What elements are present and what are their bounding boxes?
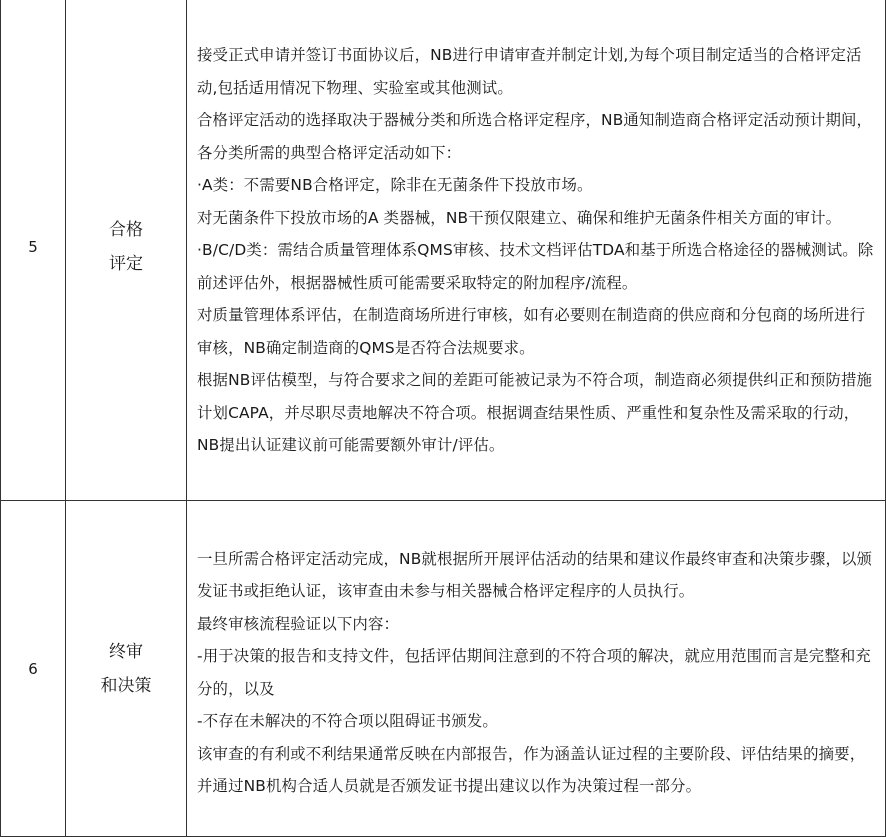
stage-description: [187, 0, 886, 501]
paragraph: -用于决策的报告和支持文件，包括评估期间注意到的不符合项的解决，就应用范围而言是完整和充分的，以及: [197, 647, 871, 698]
paragraph: 对无菌条件下投放市场的A 类器械，NB干预仅限建立、确保和维护无菌条件相关方面的审计。: [197, 208, 842, 227]
paragraph: 一旦所需合格评定活动完成，NB就根据所开展评估活动的结果和建议作最终审查和决策步骤，以颁发证书或拒绝认证，该审查由未参与相关器械合格评定程序的人员执行。: [197, 549, 873, 600]
paragraph: ·B/C/D类：需结合质量管理体系QMS审核、技术文档评估TDA和基于所选合格途径的器械测试。除前述评估外，根据器械性质可能需要采取特定的附加程序/流程。: [197, 241, 874, 292]
paragraph: 合格评定活动的选择取决于器械分类和所选合格评定程序，NB通知制造商合格评定活动预计期间，各分类所需的典型合格评定活动如下：: [197, 111, 873, 162]
stage-description: [187, 501, 886, 837]
table-row: [1, 501, 886, 837]
stage-name: [66, 0, 187, 501]
paragraph: 最终审核流程验证以下内容：: [197, 614, 400, 633]
stage-name: [66, 501, 187, 837]
paragraph: ·A类：不需要NB合格评定，除非在无菌条件下投放市场。: [197, 176, 593, 195]
stage-name-line: 评定: [109, 253, 143, 274]
row-number: 5: [1, 0, 66, 501]
stage-name-line: 和决策: [100, 675, 152, 696]
stage-name-line: 终审: [109, 641, 143, 662]
paragraph: 对质量管理体系评估，在制造商场所进行审核，如有必要则在制造商的供应商和分包商的场所进行审核，NB确定制造商的QMS是否符合法规要求。: [197, 306, 866, 357]
paragraph: -不存在未解决的不符合项以阻碍证书颁发。: [197, 712, 498, 730]
row-number: 6: [1, 501, 66, 837]
stage-name-line: 合格: [109, 219, 143, 240]
paragraph: 该审查的有利或不利结果通常反映在内部报告，作为涵盖认证过程的主要阶段、评估结果的摘要，并通过NB机构合适人员就是否颁发证书提出建议以作为决策过程一部分。: [197, 744, 866, 795]
paragraph: 根据NB评估模型，与符合要求之间的差距可能被记录为不符合项，制造商必须提供纠正和预防措施计划CAPA，并尽职尽责地解决不符合项。根据调查结果性质、严重性和复杂性及需采取的行动，NB提出认证建议前可能需要额外审计/评估。: [197, 371, 873, 455]
paragraph: 接受正式申请并签订书面协议后，NB进行申请审查并制定计划,为每个项目制定适当的合格评定活动,包括适用情况下物理、实验室或其他测试。: [197, 46, 862, 97]
table-row: [1, 0, 886, 501]
